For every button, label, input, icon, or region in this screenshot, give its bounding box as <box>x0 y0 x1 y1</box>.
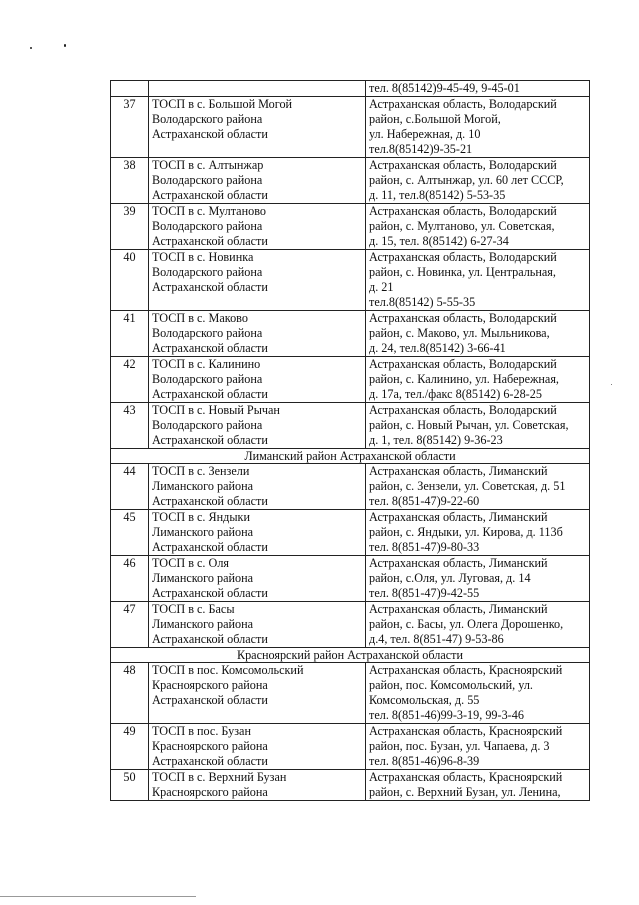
organization-name <box>149 770 366 801</box>
name-line: Астраханской области <box>152 494 268 508</box>
row-number: 46 <box>111 556 149 602</box>
address-line: район, пос. Бузан, ул. Чапаева, д. 3 <box>369 739 550 753</box>
name-line: Володарского района <box>152 265 263 279</box>
name-line: Астраханской области <box>152 280 268 294</box>
address-line: д. 24, тел.8(85142) 3-66-41 <box>369 341 506 355</box>
address-line: д. 1, тел. 8(85142) 9-36-23 <box>369 433 503 447</box>
organization-name <box>149 510 366 556</box>
organization-address <box>366 663 590 724</box>
name-line: Володарского района <box>152 173 263 187</box>
address-line: Комсомольская, д. 55 <box>369 693 480 707</box>
organization-name <box>149 602 366 648</box>
address-line: тел. 8(851-47)9-80-33 <box>369 540 480 554</box>
table-row <box>111 770 590 801</box>
address-line: д.4, тел. 8(851-47) 9-53-86 <box>369 632 504 646</box>
name-line: Астраханской области <box>152 693 268 707</box>
organization-address <box>366 770 590 801</box>
address-line: район, с. Калинино, ул. Набережная, <box>369 372 559 386</box>
name-line: Володарского района <box>152 418 263 432</box>
name-line: Астраханской области <box>152 234 268 248</box>
organization-address <box>366 464 590 510</box>
table-row <box>111 724 590 770</box>
table-row <box>111 357 590 403</box>
name-line: ТОСП в с. Калинино <box>152 357 261 371</box>
name-line: Лиманского района <box>152 479 254 493</box>
organization-name <box>149 158 366 204</box>
organization-name <box>149 204 366 250</box>
name-line: Астраханской области <box>152 540 268 554</box>
address-line: Астраханская область, Володарский <box>369 158 557 172</box>
name-line: Красноярского района <box>152 785 268 799</box>
scan-speck <box>611 384 612 385</box>
table-row-continuation <box>111 81 590 97</box>
address-line: Астраханская область, Лиманский <box>369 602 548 616</box>
address-line: тел. 8(851-47)9-42-55 <box>369 586 480 600</box>
address-line: д. 21 <box>369 280 394 294</box>
organization-address <box>366 556 590 602</box>
address-line: Астраханская область, Володарский <box>369 204 557 218</box>
row-number: 45 <box>111 510 149 556</box>
row-number: 38 <box>111 158 149 204</box>
name-line: ТОСП в с. Яндыки <box>152 510 250 524</box>
address-line: Астраханская область, Володарский <box>369 357 557 371</box>
footer-rule <box>0 896 196 897</box>
name-line: ТОСП в с. Маково <box>152 311 248 325</box>
organization-name <box>149 556 366 602</box>
address-line: Астраханская область, Володарский <box>369 97 557 111</box>
name-line: Лиманского района <box>152 525 254 539</box>
address-line: район, с. Алтынжар, ул. 60 лет СССР, <box>369 173 564 187</box>
address-line: Астраханская область, Лиманский <box>369 510 548 524</box>
name-line: Астраханской области <box>152 188 268 202</box>
address-line: д. 15, тел. 8(85142) 6-27-34 <box>369 234 509 248</box>
row-number: 44 <box>111 464 149 510</box>
region-title: Красноярский район Астраханской области <box>111 648 590 663</box>
scan-speck <box>30 47 32 49</box>
organization-name <box>149 357 366 403</box>
address-line: район, с.Большой Могой, <box>369 112 501 126</box>
organization-address <box>366 81 590 97</box>
address-line: Астраханская область, Лиманский <box>369 464 548 478</box>
address-line: Астраханская область, Володарский <box>369 250 557 264</box>
organization-address <box>366 403 590 449</box>
organization-address <box>366 204 590 250</box>
row-number: 47 <box>111 602 149 648</box>
name-line: Астраханской области <box>152 341 268 355</box>
table-row <box>111 510 590 556</box>
address-line: тел. 8(851-47)9-22-60 <box>369 494 480 508</box>
address-line: тел.8(85142) 5-55-35 <box>369 295 476 309</box>
address-line: район, с.Оля, ул. Луговая, д. 14 <box>369 571 531 585</box>
name-line: Красноярского района <box>152 678 268 692</box>
address-line: Астраханская область, Володарский <box>369 311 557 325</box>
name-line: ТОСП в пос. Бузан <box>152 724 251 738</box>
table-row <box>111 464 590 510</box>
address-line: тел. 8(85142)9-45-49, 9-45-01 <box>369 81 520 95</box>
name-line: Красноярского района <box>152 739 268 753</box>
name-line: Астраханской области <box>152 127 268 141</box>
region-title: Лиманский район Астраханской области <box>111 449 590 464</box>
row-number: 42 <box>111 357 149 403</box>
address-line: Астраханская область, Красноярский <box>369 663 563 677</box>
organization-name <box>149 97 366 158</box>
table-row <box>111 311 590 357</box>
organization-address <box>366 724 590 770</box>
organization-address <box>366 510 590 556</box>
organization-address <box>366 357 590 403</box>
row-number: 48 <box>111 663 149 724</box>
address-line: район, с. Басы, ул. Олега Дорошенко, <box>369 617 564 631</box>
name-line: Володарского района <box>152 326 263 340</box>
name-line: Астраханской области <box>152 632 268 646</box>
table-row <box>111 204 590 250</box>
organization-address <box>366 158 590 204</box>
address-line: район, пос. Комсомольский, ул. <box>369 678 533 692</box>
table-row <box>111 602 590 648</box>
table-row <box>111 250 590 311</box>
address-line: район, с. Новинка, ул. Центральная, <box>369 265 556 279</box>
scan-speck <box>64 44 66 47</box>
address-line: район, с. Новый Рычан, ул. Советская, <box>369 418 569 432</box>
table-row <box>111 556 590 602</box>
row-number: 39 <box>111 204 149 250</box>
organization-name <box>149 250 366 311</box>
address-line: район, с. Верхний Бузан, ул. Ленина, <box>369 785 561 799</box>
row-number: 50 <box>111 770 149 801</box>
address-line: Астраханская область, Красноярский <box>369 724 563 738</box>
table-row <box>111 403 590 449</box>
address-line: Астраханская область, Лиманский <box>369 556 548 570</box>
organization-address <box>366 97 590 158</box>
row-number: 41 <box>111 311 149 357</box>
name-line: Астраханской области <box>152 586 268 600</box>
name-line: Астраханской области <box>152 387 268 401</box>
address-line: район, с. Зензели, ул. Советская, д. 51 <box>369 479 566 493</box>
name-line: ТОСП в с. Оля <box>152 556 230 570</box>
name-line: Лиманского района <box>152 571 254 585</box>
row-number: 37 <box>111 97 149 158</box>
name-line: ТОСП в пос. Комсомольский <box>152 663 304 677</box>
organization-name <box>149 663 366 724</box>
name-line: ТОСП в с. Зензели <box>152 464 250 478</box>
row-number: 49 <box>111 724 149 770</box>
organization-address <box>366 250 590 311</box>
region-header-krasnoyarsky <box>111 648 590 663</box>
name-line: Лиманского района <box>152 617 254 631</box>
organization-name <box>149 311 366 357</box>
organization-name <box>149 403 366 449</box>
name-line: ТОСП в с. Большой Могой <box>152 97 293 111</box>
name-line: ТОСП в с. Новинка <box>152 250 254 264</box>
address-line: тел. 8(851-46)96-8-39 <box>369 754 480 768</box>
address-line: район, с. Мултаново, ул. Советская, <box>369 219 555 233</box>
row-number <box>111 81 149 97</box>
row-number: 40 <box>111 250 149 311</box>
name-line: ТОСП в с. Мултаново <box>152 204 266 218</box>
region-header-limansky <box>111 449 590 464</box>
name-line: Астраханской области <box>152 433 268 447</box>
address-line: район, с. Яндыки, ул. Кирова, д. 113б <box>369 525 563 539</box>
organizations-table <box>110 80 590 801</box>
organization-address <box>366 602 590 648</box>
organization-name <box>149 81 366 97</box>
name-line: ТОСП в с. Новый Рычан <box>152 403 280 417</box>
name-line: Володарского района <box>152 372 263 386</box>
address-line: д. 17а, тел./факс 8(85142) 6-28-25 <box>369 387 542 401</box>
name-line: Володарского района <box>152 112 263 126</box>
address-line: район, с. Маково, ул. Мыльникова, <box>369 326 550 340</box>
organization-name <box>149 724 366 770</box>
table-row <box>111 158 590 204</box>
address-line: ул. Набережная, д. 10 <box>369 127 481 141</box>
organization-address <box>366 311 590 357</box>
address-line: Астраханская область, Красноярский <box>369 770 563 784</box>
table-row <box>111 97 590 158</box>
address-line: Астраханская область, Володарский <box>369 403 557 417</box>
name-line: Астраханской области <box>152 754 268 768</box>
name-line: ТОСП в с. Верхний Бузан <box>152 770 287 784</box>
row-number: 43 <box>111 403 149 449</box>
address-line: тел. 8(851-46)99-3-19, 99-3-46 <box>369 708 524 722</box>
organization-name <box>149 464 366 510</box>
name-line: ТОСП в с. Басы <box>152 602 235 616</box>
address-line: д. 11, тел.8(85142) 5-53-35 <box>369 188 506 202</box>
table-row <box>111 663 590 724</box>
name-line: Володарского района <box>152 219 263 233</box>
name-line: ТОСП в с. Алтынжар <box>152 158 264 172</box>
address-line: тел.8(85142)9-35-21 <box>369 142 473 156</box>
